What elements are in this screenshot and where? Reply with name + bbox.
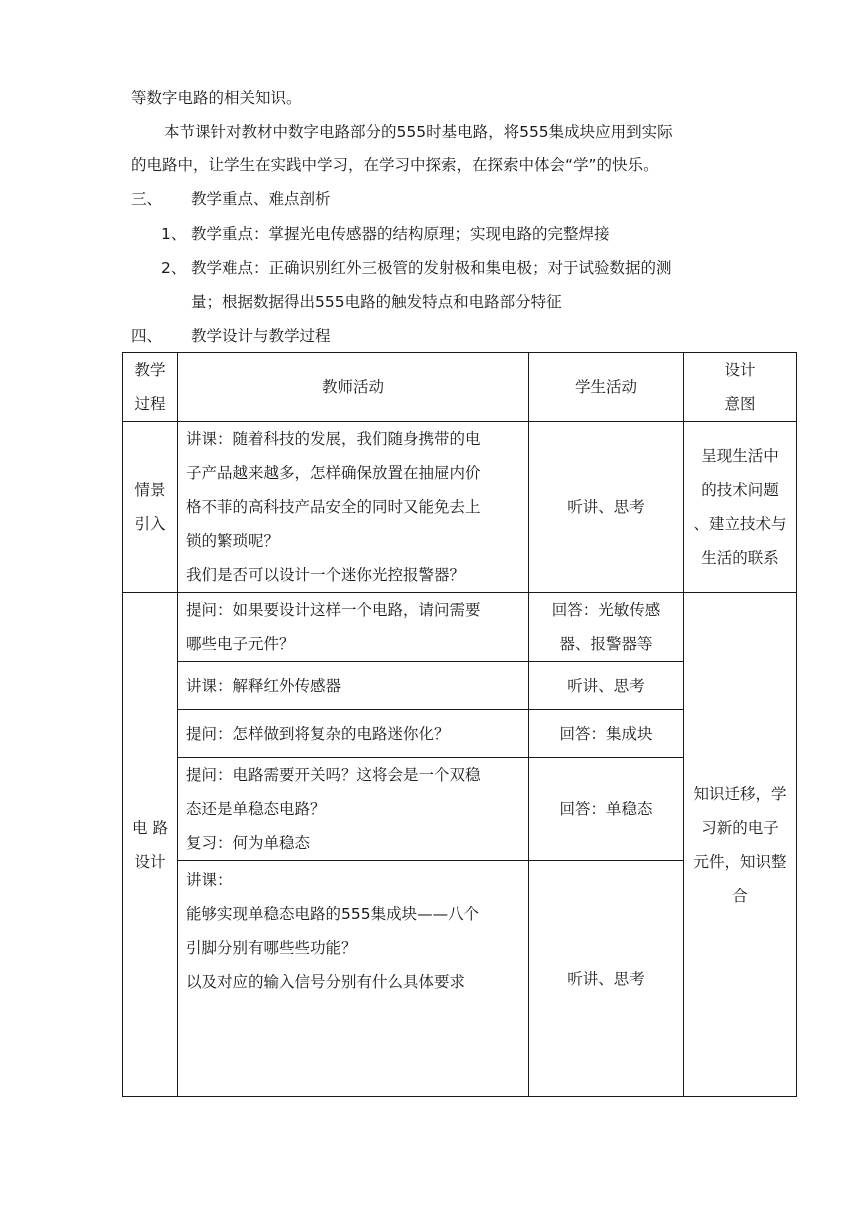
design-line: 的技术问题: [701, 481, 779, 499]
student-activity: 听讲、思考: [529, 662, 684, 710]
student-line: 回答：光敏传感: [551, 601, 661, 619]
stage-circuit-line-1: 电 路: [132, 818, 168, 837]
section-3-number: 三、: [131, 190, 163, 208]
teacher-activity: 讲课：解释红外传感器: [178, 662, 529, 710]
teacher-activity: [178, 861, 529, 1097]
point-1-number: 1、: [161, 225, 187, 243]
point-2-text: 教学难点：正确识别红外三极管的发射极和集电极；对于试验数据的测: [191, 259, 672, 277]
teacher-activity: 提问：怎样做到将复杂的电路迷你化？: [178, 710, 529, 758]
table-row: [123, 422, 797, 593]
teacher-line: 讲课：随着科技的发展，我们随身携带的电: [186, 430, 481, 448]
design-line: 习新的电子: [701, 818, 779, 837]
header-teacher: 教师活动: [178, 353, 529, 422]
student-activity: 回答：集成块: [529, 710, 684, 758]
student-activity: [529, 593, 684, 662]
teacher-line: 锁的繁琐呢？: [186, 532, 280, 550]
design-line: 知识迁移，学: [693, 784, 787, 803]
teacher-line: 我们是否可以设计一个迷你光控报警器？: [186, 566, 466, 584]
header-design: [684, 353, 797, 422]
stage-intro-line-2: 引入: [134, 515, 166, 533]
section-4-title: 教学设计与教学过程: [191, 327, 331, 345]
header-design-line-1: 设计: [724, 361, 756, 379]
teacher-line: 提问：电路需要开关吗？这将会是一个双稳: [186, 766, 481, 784]
table-header-row: [123, 353, 797, 422]
teacher-line: 能够实现单稳态电路的555集成块——八个: [186, 905, 480, 923]
teacher-line: 子产品越来越多，怎样确保放置在抽屉内价: [186, 464, 481, 482]
stage-intro-line-1: 情景: [134, 481, 166, 499]
table-row: [123, 593, 797, 662]
student-activity: 听讲、思考: [529, 861, 684, 1097]
teacher-line: 以及对应的输入信号分别有什么具体要求: [186, 973, 466, 991]
design-intent: [684, 422, 797, 593]
design-intent: [684, 593, 797, 1097]
teacher-line: 讲课：: [186, 871, 233, 889]
teacher-activity: [178, 593, 529, 662]
stage-circuit-line-2: 设计: [134, 852, 166, 871]
paragraph-1: 等数字电路的相关知识。: [131, 89, 302, 107]
teacher-activity: [178, 422, 529, 593]
section-4-number: 四、: [131, 327, 163, 345]
design-line: 生活的联系: [701, 549, 779, 567]
stage-intro: [123, 422, 178, 593]
teacher-line: 态还是单稳态电路？: [186, 800, 326, 818]
stage-circuit-design: [123, 593, 178, 1097]
point-1-text: 教学重点：掌握光电传感器的结构原理；实现电路的完整焊接: [191, 225, 610, 243]
student-line: 器、报警器等: [559, 635, 653, 653]
teacher-line: 复习：何为单稳态: [186, 834, 311, 852]
header-student: 学生活动: [529, 353, 684, 422]
header-process: [123, 353, 178, 422]
teacher-line: 提问：如果要设计这样一个电路，请问需要: [186, 601, 481, 619]
teacher-line: 格不菲的高科技产品安全的同时又能免去上: [186, 498, 481, 516]
paragraph-2-line-1: 本节课针对教材中数字电路部分的555时基电路，将555集成块应用到实际: [164, 123, 673, 141]
design-line: 、建立技术与: [693, 515, 787, 533]
student-activity: 听讲、思考: [529, 422, 684, 593]
lesson-design-table: [122, 352, 797, 1097]
header-process-line-1: 教学: [134, 361, 166, 379]
design-line: 元件，知识整: [693, 852, 787, 871]
section-3-title: 教学重点、难点剖析: [191, 190, 331, 208]
point-2-text-cont: 量；根据数据得出555电路的触发特点和电路部分特征: [191, 293, 562, 311]
teacher-activity: [178, 758, 529, 861]
header-design-line-2: 意图: [724, 395, 756, 413]
header-process-line-2: 过程: [134, 395, 166, 413]
point-2-number: 2、: [161, 259, 187, 277]
paragraph-2-line-2: 的电路中，让学生在实践中学习，在学习中探索，在探索中体会“学”的快乐。: [131, 156, 659, 174]
teacher-line: 引脚分别有哪些些功能？: [186, 939, 357, 957]
design-line: 呈现生活中: [701, 447, 779, 465]
design-line: 合: [732, 886, 748, 905]
teacher-line: 哪些电子元件？: [186, 635, 295, 653]
student-activity: 回答：单稳态: [529, 758, 684, 861]
